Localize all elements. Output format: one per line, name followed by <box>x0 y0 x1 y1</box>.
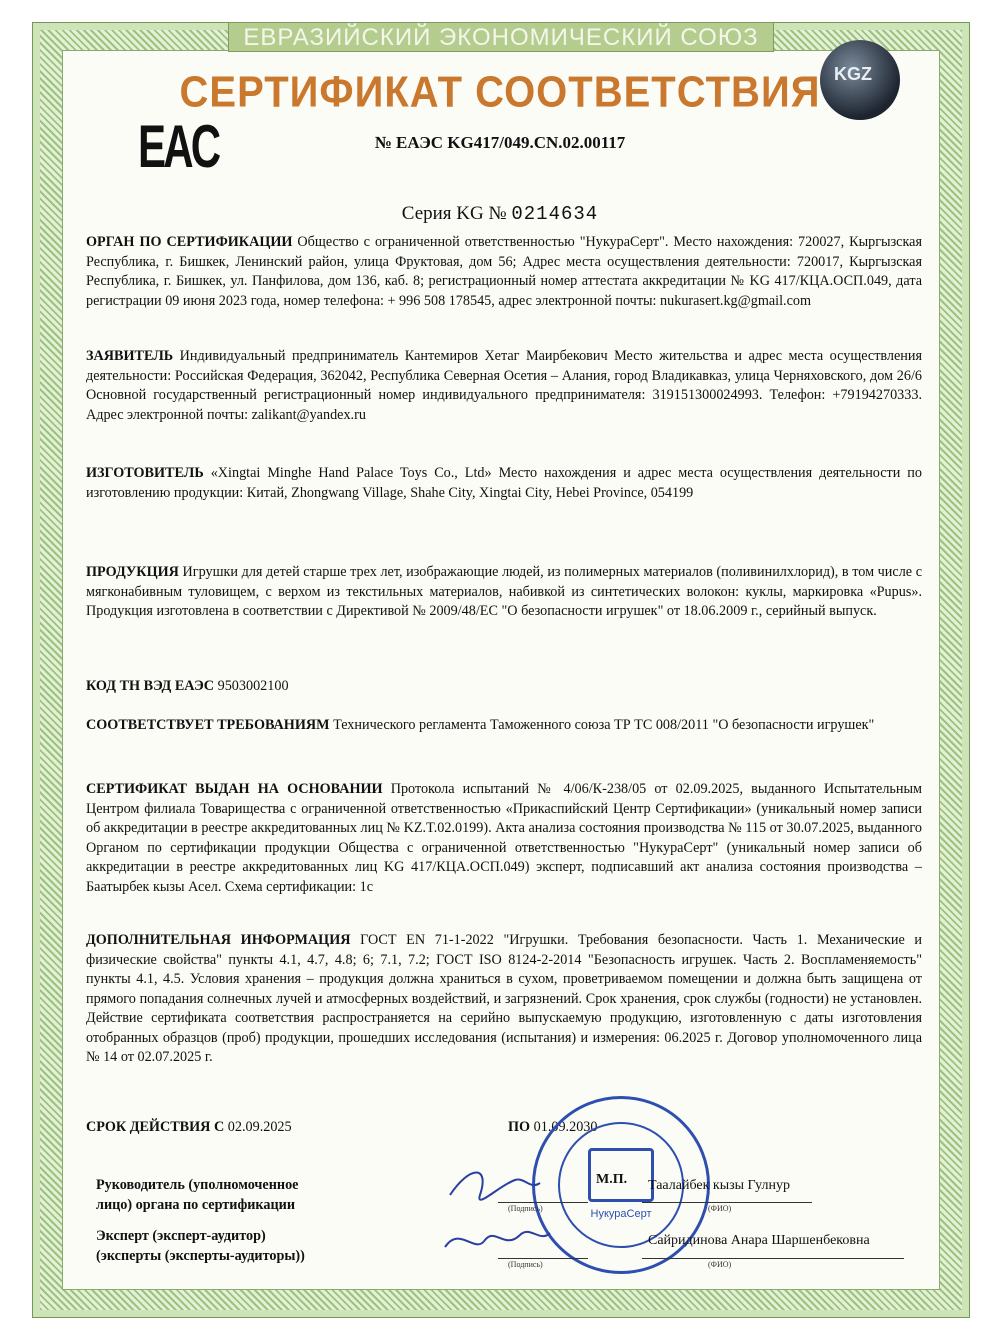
head-name-caption: (ФИО) <box>708 1204 732 1213</box>
validity-from <box>86 1118 486 1138</box>
organ-label: ОРГАН ПО СЕРТИФИКАЦИИ <box>86 234 293 250</box>
section-manufacturer <box>86 464 922 503</box>
section-requirements <box>86 716 922 736</box>
product-label: ПРОДУКЦИЯ <box>86 564 179 580</box>
expert-label-line2: (эксперты (эксперты-аудиторы)) <box>96 1248 305 1264</box>
validity-from-date: 02.09.2025 <box>224 1119 292 1135</box>
applicant-text: Индивидуальный предприниматель Кантемиров Хетаг Маирбекович Место жительства и адрес места осуществления деятельности: Российская Федерация, 362042, Республика Северная Осетия – Алания, город Владикавказ, улица Черняховского, дом 26/6 Основной государственный регистрационный номер индивидуального предпринимателя: 319151300024993. Телефон: +79194270333. Адрес электронной почты: zalikant@yandex.ru <box>86 348 922 423</box>
validity-to-date: 01.09.2030 <box>530 1119 598 1135</box>
section-product <box>86 563 922 622</box>
requirements-label: СООТВЕТСТВУЕТ ТРЕБОВАНИЯМ <box>86 717 330 733</box>
head-sign-line <box>498 1202 588 1203</box>
expert-name-line <box>642 1258 904 1259</box>
tnved-label: КОД ТН ВЭД ЕАЭС <box>86 678 215 694</box>
basis-label: СЕРТИФИКАТ ВЫДАН НА ОСНОВАНИИ <box>86 781 383 797</box>
certificate-title: СЕРТИФИКАТ СООТВЕТСТВИЯ <box>179 67 821 117</box>
series-value: 0214634 <box>511 203 599 225</box>
series-label: Серия KG № <box>401 203 507 224</box>
additional-label: ДОПОЛНИТЕЛЬНАЯ ИНФОРМАЦИЯ <box>86 932 351 948</box>
expert-sign-line <box>498 1258 588 1259</box>
expert-signature <box>445 1232 550 1247</box>
section-organ <box>86 233 922 311</box>
section-additional <box>86 931 922 1068</box>
manufacturer-text: «Xingtai Minghe Hand Palace Toys Co., Ltd» Место нахождения и адрес места осуществления деятельности по изготовлению продукции: Китай, Zhongwang Village, Shahe City, Xingtai City, Hebei Province, 054199 <box>86 465 922 501</box>
manufacturer-label: ИЗГОТОВИТЕЛЬ <box>86 465 204 481</box>
hologram-label: KGZ <box>834 64 872 84</box>
expert-name-caption: (ФИО) <box>708 1260 732 1269</box>
basis-text: Протокола испытаний № 4/06/К-238/05 от 02.09.2025, выданного Испытательным Центром филиала Товарищества с ограниченной ответственностью «Прикаспийский Центр Сертификации» (уникальный номер записи об аккредитации в реестре аккредитованных лиц № KZ.T.02.0199). Акта анализа состояния производства № 115 от 30.07.2025, выданного Органом по сертификации продукции Общества с ограниченной ответственностью "НукураСерт" (уникальный номер записи об аккредитации в реестре аккредитованных лиц KG 417/КЦА.ОСП.049) эксперт, подписавший акт анализа состояния производства – Баатырбек кызы Асел. Схема сертификации: 1с <box>86 781 922 895</box>
series-number <box>0 203 1000 225</box>
organ-text: Общество с ограниченной ответственностью "НукураСерт". Место нахождения: 720027, Кыргызская Республика, г. Бишкек, Ленинский район, улица Фруктовая, дом 56; Адрес места осуществления деятельности: 720017, Кыргызская Республика, г. Бишкек, ул. Панфилова, дом 136, каб. 8; регистрационный номер аттестата аккредитации № KG 417/КЦА.ОСП.049, дата регистрации 09 июня 2023 года, номер телефона: + 996 508 178545, адрес электронной почты: nukurasert.kg@gmail.com <box>86 234 922 309</box>
validity-from-label: СРОК ДЕЙСТВИЯ С <box>86 1119 225 1135</box>
expert-label <box>96 1226 305 1266</box>
head-name: Таалайбек кызы Гулнур <box>648 1178 790 1193</box>
mp-label: М.П. <box>596 1172 628 1187</box>
head-name-line <box>642 1202 812 1203</box>
head-label-line2: лицо) органа по сертификации <box>96 1197 296 1213</box>
expert-sign-caption: (Подпись) <box>508 1260 543 1269</box>
tnved-text: 9503002100 <box>214 678 289 694</box>
head-signature <box>450 1173 540 1200</box>
validity-to-label: ПО <box>508 1119 531 1135</box>
section-applicant <box>86 347 922 425</box>
section-basis <box>86 780 922 897</box>
product-text: Игрушки для детей старше трех лет, изображающие людей, из полимерных материалов (поливинилхлорид), в том числе с мягконабивным туловищем, с верхом из текстильных материалов, набивкой из синтетических волокон: куклы, маркировка «Pupus». Продукция изготовлена в соответствии с Директивой № 2009/48/ЕС "О безопасности игрушек" от 18.06.2009 г., серийный выпуск. <box>86 564 922 619</box>
certificate-number: № ЕАЭС KG417/049.CN.02.00117 <box>374 133 626 152</box>
expert-name: Сайридинова Анара Шаршенбековна <box>648 1233 870 1248</box>
head-label <box>96 1175 298 1215</box>
applicant-label: ЗАЯВИТЕЛЬ <box>86 348 174 364</box>
stamp-name: НукураСерт <box>590 1208 652 1220</box>
requirements-text: Технического регламента Таможенного союза ТР ТС 008/2011 "О безопасности игрушек" <box>329 717 875 733</box>
additional-text: ГОСТ EN 71-1-2022 "Игрушки. Требования безопасности. Часть 1. Механические и физические свойства" пункты 4.1, 4.7, 4.8; 6; 7.1, 7.2; ГОСТ ISO 8124-2-2014 "Безопасность игрушек. Часть 2. Воспламеняемость" пункты 4.1, 4.5. Условия хранения – продукция должна храниться в сухом, проветриваемом помещении и должна быть защищена от прямого попадания солнечных лучей и атмосферных воздействий, и загрязнений. Срок хранения, срок службы (годности) не установлен. Действие сертификата соответствия распространяется на серийно выпускаемую продукцию, изготовленную с даты изготовления отобранных образцов (проб) продукции, прошедших исследования (испытания) и измерения: 06.2025 г. Договор уполномоченного лица № 14 от 02.07.2025 г. <box>86 932 922 1065</box>
eac-logo: EAC <box>138 113 219 180</box>
expert-label-line1: Эксперт (эксперт-аудитор) <box>96 1228 266 1244</box>
head-sign-caption: (Подпись) <box>508 1204 543 1213</box>
head-label-line1: Руководитель (уполномоченное <box>96 1177 299 1193</box>
union-banner: ЕВРАЗИЙСКИЙ ЭКОНОМИЧЕСКИЙ СОЮЗ <box>228 22 774 52</box>
section-tnved <box>86 677 922 697</box>
